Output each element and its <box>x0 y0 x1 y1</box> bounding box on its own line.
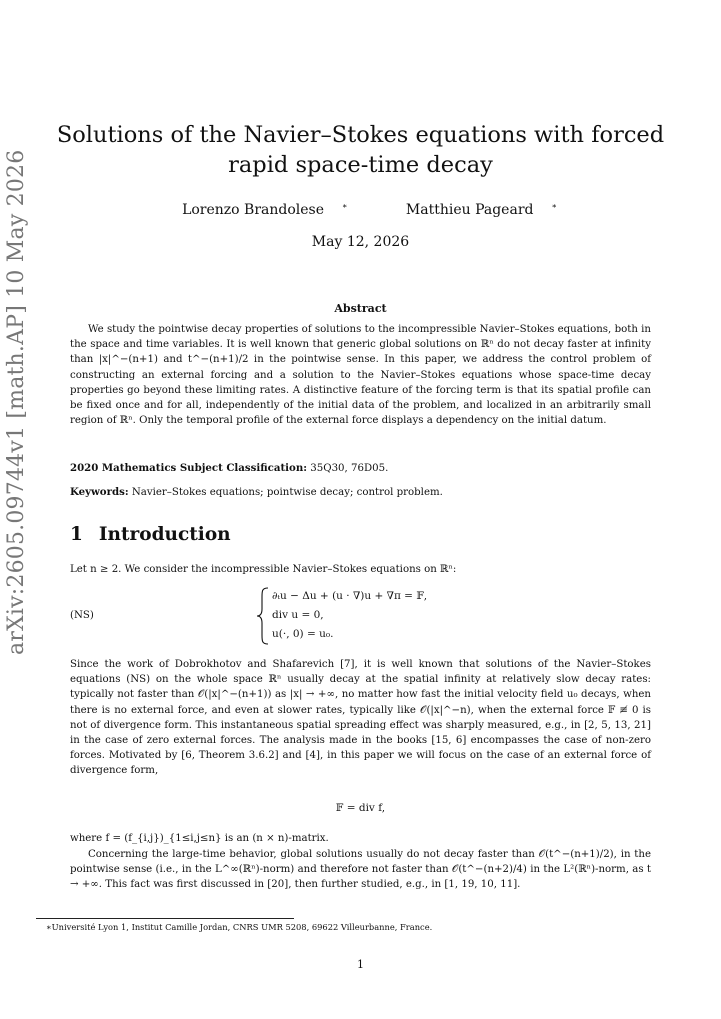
author-2-affiliation-mark: ∗ <box>551 201 557 211</box>
author-2[interactable] <box>388 202 557 218</box>
msc-value: 35Q30, 76D05. <box>310 463 389 474</box>
paper-title: Solutions of the Navier–Stokes equations with forced rapid space-time decay <box>56 122 665 178</box>
abstract-heading: Abstract <box>334 302 387 315</box>
section-number: 1 <box>70 524 83 545</box>
author-1[interactable] <box>164 202 347 218</box>
affiliation-footnote: ∗Université Lyon 1, Institut Camille Jordan, CNRS UMR 5208, 69622 Villeurbanne, France. <box>46 922 433 932</box>
left-brace <box>256 587 270 645</box>
intro-line: Let n ≥ 2. We consider the incompressible Navier–Stokes equations on ℝⁿ: <box>70 564 457 575</box>
keywords-line <box>70 486 651 498</box>
equation-initial-condition: u(·, 0) = u₀. <box>272 628 334 640</box>
author-2-name: Matthieu Pageard <box>405 202 534 218</box>
author-1-affiliation-mark: ∗ <box>342 201 348 211</box>
keywords-label: Keywords: <box>70 486 129 498</box>
arxiv-identifier-stamp: arXiv:2605.09744v1 [math.AP] 10 May 2026 <box>4 149 29 655</box>
page-number: 1 <box>357 958 364 971</box>
equation-momentum: ∂ₜu − Δu + (u · ∇)u + ∇π = 𝔽, <box>272 590 428 602</box>
equation-label: (NS) <box>70 610 94 621</box>
author-list <box>0 202 721 218</box>
intro-paragraph-2: Since the work of Dobrokhotov and Shafarevich [7], it is well known that solutions of the Navier–Stokes equations (NS) on the whole space ℝⁿ usually decay at the spatial infinity at relatively slow decay rates: typically not faster than 𝒪(|x|^−(n+1)) as |x| → +∞, no matter how fast the initial velocity field u₀ decays, when there is no external force, and even at slower rates, typically like 𝒪(|x|^−n), when the external force 𝔽 ≢ 0 is not of divergence form. This instantaneous spatial spreading effect was sharply measured, e.g., in [2, 5, 13, 21] in the case of zero external forces. The analysis made in the books [15, 6] encompasses the case of non-zero forces. Motivated by [6, Theorem 3.6.2] and [4], in this paper we will focus on the case of an external force of divergence form, <box>70 659 651 777</box>
display-equation: 𝔽 = div f, <box>335 802 386 814</box>
author-1-name: Lorenzo Brandolese <box>182 202 325 218</box>
intro-paragraph-4: Concerning the large-time behavior, global solutions usually do not decay faster than 𝒪(t^−(n+1)/2), in the pointwise sense (i.e., in the L^∞(ℝⁿ)-norm) and therefore not faster than 𝒪(t^−(n+2)/4) in the L²(ℝⁿ)-norm, as t → +∞. This fact was first discussed in [20], then further studied, e.g., in [1, 19, 10, 11]. <box>70 849 651 891</box>
msc-label: 2020 Mathematics Subject Classification: <box>70 462 307 474</box>
abstract-body: We study the pointwise decay properties of solutions to the incompressible Navier–Stokes equations, both in the space and time variables. It is well known that generic global solutions on ℝⁿ do not decay faster at infinity than |x|^−(n+1) and t^−(n+1)/2 in the pointwise sense. In this paper, we address the control problem of constructing an external forcing and a solution to the Navier–Stokes equations whose space-time decay properties go beyond these limiting rates. A distinctive feature of the forcing term is that its spatial profile can be fixed once and for all, independently of the initial data of the problem, and localized in an arbitrarily small region of ℝⁿ. Only the temporal profile of the external force displays a dependency on the initial datum. <box>70 324 651 427</box>
section-heading <box>70 524 247 545</box>
section-title: Introduction <box>98 524 231 545</box>
equation-divergence: div u = 0, <box>272 609 324 621</box>
keywords-value: Navier–Stokes equations; pointwise decay; control problem. <box>131 487 443 498</box>
paper-date: May 12, 2026 <box>311 234 410 250</box>
msc-line <box>70 462 651 474</box>
intro-paragraph-3: where f = (f_{i,j})_{1≤i,j≤n} is an (n × n)-matrix. <box>70 833 329 844</box>
footnote-rule <box>36 918 294 919</box>
